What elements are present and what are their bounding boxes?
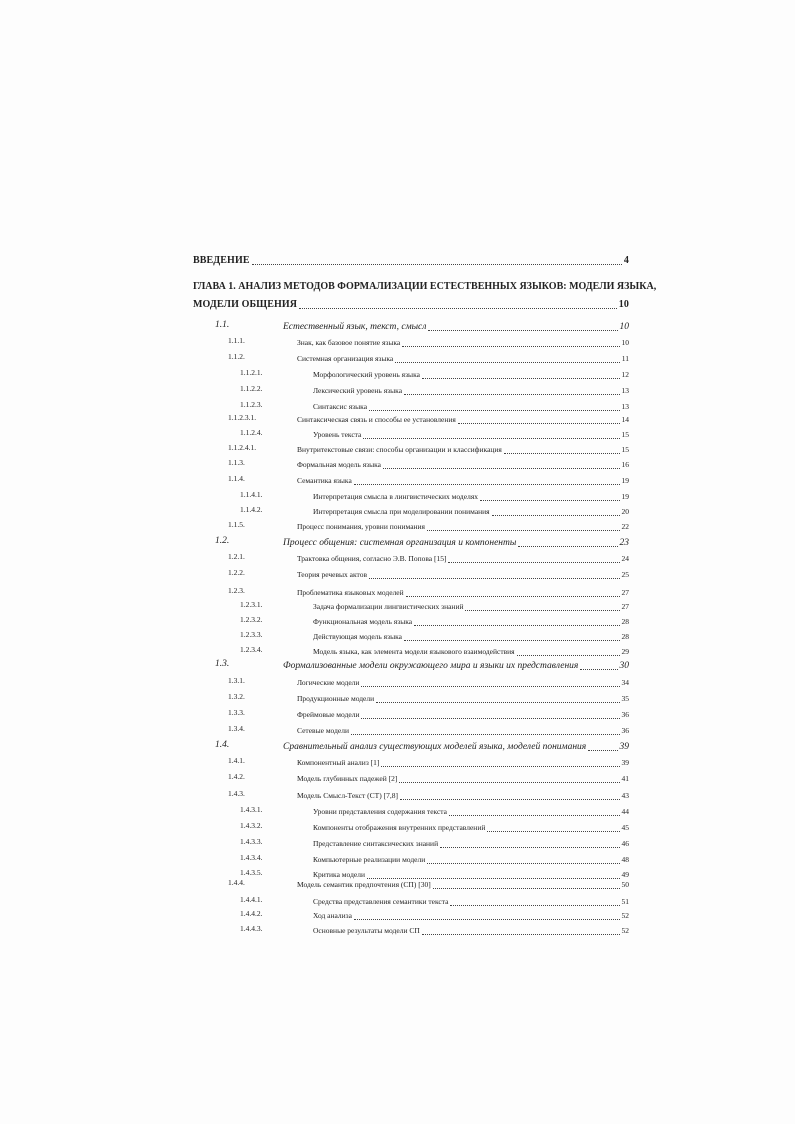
dot-leader [381,766,619,767]
dot-leader [422,378,620,379]
toc-entry-page: 27 [621,588,629,597]
toc-entry-title: Действующая модель языка [313,632,402,641]
toc-chapter1-title: МОДЕЛИ ОБЩЕНИЯ [193,299,298,310]
dot-leader [450,905,619,906]
toc-chapter1 [193,298,629,312]
dot-leader [404,640,620,641]
toc-entry-title: Естественный язык, текст, смысл [283,322,427,332]
toc-entry-line [297,586,629,600]
toc-entry-line [297,724,629,738]
dot-leader [400,799,620,800]
dot-leader [369,578,619,579]
toc-entry-number: 1.1.2.4.1. [228,443,257,452]
toc-entry-line [313,384,629,398]
toc-entry-page: 44 [621,807,629,816]
toc-entry-number: 1.1.4. [228,474,245,483]
toc-entry-page: 15 [621,445,629,454]
dot-leader [465,610,619,611]
toc-entry-title: Основные результаты модели СП [313,926,420,935]
toc-entry-title: Компоненты отображения внутренних представлений [313,823,486,832]
toc-entry-number: 1.1.2.2. [240,384,263,393]
toc-entry-title: Средства представления семантики текста [313,897,449,906]
dot-leader [399,782,619,783]
toc-entry-page: 49 [621,870,629,879]
dot-leader [395,362,620,363]
dot-leader [406,596,620,597]
toc-entry-line [297,352,629,366]
toc-entry-line [297,443,629,457]
toc-entry-number: 1.3.4. [228,724,245,733]
toc-entry-page: 52 [621,926,629,935]
toc-entry-title: Функциональная модель языка [313,617,413,626]
dot-leader [428,330,617,331]
toc-entry-line [283,536,629,550]
toc-entry-line [313,805,629,819]
toc-entry-title: Интерпретация смысла при моделировании понимания [313,507,490,516]
toc-entry-number: 1.1. [215,320,230,330]
toc-entry-title: Теория речевых актов [297,570,368,579]
toc-entry-page: 39 [619,742,629,752]
toc-entry-line [297,520,629,534]
toc-entry-line [297,756,629,770]
dot-leader [440,847,619,848]
toc-entry-title: Интерпретация смысла в лингвистических моделях [313,492,479,501]
toc-entry-line [283,320,629,334]
toc-entry-number: 1.2. [215,536,230,546]
toc-entry-title: Формализованные модели окружающего мира и языки их представления [283,661,579,671]
toc-entry-title: Ход анализа [313,911,352,920]
toc-entry-title: Уровни представления содержания текста [313,807,448,816]
toc-entry-title: Лексический уровень языка [313,386,403,395]
toc-entry-line [313,490,629,504]
toc-entry-number: 1.4.3.5. [240,868,263,877]
toc-entry-line [313,600,629,614]
toc-entry-title: Представление синтаксических знаний [313,839,439,848]
toc-entry-title: Знак, как базовое понятие языка [297,338,401,347]
dot-leader [433,888,620,889]
toc-entry-page: 11 [621,354,629,363]
toc-entry-line [313,821,629,835]
toc-entry-number: 1.4.3.2. [240,821,263,830]
toc-entry-number: 1.1.2.3. [240,400,263,409]
dot-leader [383,468,619,469]
dot-leader [404,394,619,395]
toc-entry-number: 1.1.2.1. [240,368,263,377]
toc-entry-number: 1.4.2. [228,772,245,781]
toc-entry-page: 52 [621,911,629,920]
toc-entry-number: 1.4. [215,740,230,750]
dot-leader [487,831,619,832]
toc-entry-line [297,676,629,690]
toc-entry-number: 1.4.4.3. [240,924,263,933]
toc-intro-title: ВВЕДЕНИЕ [193,255,250,266]
toc-entry-line [313,428,629,442]
toc-entry-number: 1.2.3.4. [240,645,263,654]
toc-entry-number: 1.1.1. [228,336,245,345]
toc-entry-line [297,708,629,722]
dot-leader [422,934,620,935]
toc-entry-title: Логические модели [297,678,360,687]
toc-entry-line [283,659,629,673]
toc-entry-page: 51 [621,897,629,906]
toc-entry-line [297,552,629,566]
toc-entry-title: Системная организация языка [297,354,394,363]
toc-entry-number: 1.4.4.1. [240,895,263,904]
toc-entry-number: 1.3.3. [228,708,245,717]
dot-leader [354,919,620,920]
toc-entry-number: 1.3.2. [228,692,245,701]
toc-entry-page: 36 [621,726,629,735]
toc-entry-page: 28 [621,617,629,626]
toc-entry-line [313,853,629,867]
toc-chapter1-line1: ГЛАВА 1. АНАЛИЗ МЕТОДОВ ФОРМАЛИЗАЦИИ ЕСТЕСТВЕННЫХ ЯЗЫКОВ: МОДЕЛИ ЯЗЫКА, [193,281,657,292]
toc-entry-line [313,505,629,519]
toc-entry-page: 39 [621,758,629,767]
toc-entry-page: 19 [621,476,629,485]
toc-entry-line [297,458,629,472]
toc-entry-title: Модель языка, как элемента модели языкового взаимодействия [313,647,515,656]
toc-entry-page: 29 [621,647,629,656]
toc-entry-line [297,336,629,350]
toc-entry-page: 45 [621,823,629,832]
toc-entry-page: 48 [621,855,629,864]
toc-entry-title: Синтаксис языка [313,402,368,411]
toc-entry-number: 1.3. [215,659,230,669]
toc-entry-page: 10 [619,322,629,332]
toc-entry-line [313,368,629,382]
dot-leader [363,438,619,439]
toc-entry-title: Семантика языка [297,476,352,485]
toc-entry-line [313,924,629,938]
toc-entry-number: 1.4.4. [228,878,245,887]
toc-entry-title: Процесс общения: системная организация и компоненты [283,538,517,548]
dot-leader [448,562,619,563]
toc-entry-page: 35 [621,694,629,703]
toc-entry-page: 13 [621,386,629,395]
toc-entry-title: Сетевые модели [297,726,349,735]
toc-entry-number: 1.4.3. [228,789,245,798]
toc-entry-title: Модель глубинных падежей [2] [297,774,398,783]
toc-entry-number: 1.1.3. [228,458,245,467]
toc-entry-title: Проблематика языковых моделей [297,588,404,597]
dot-leader [518,546,617,547]
toc-entry-page: 25 [621,570,629,579]
toc-entry-page: 15 [621,430,629,439]
dot-leader [517,655,620,656]
toc-entry-number: 1.4.3.1. [240,805,263,814]
dot-leader [427,863,619,864]
toc-entry-title: Критика модели [313,870,365,879]
toc-entry-page: 34 [621,678,629,687]
toc-entry-page: 10 [621,338,629,347]
toc-entry-number: 1.2.3.3. [240,630,263,639]
toc-entry-line [297,789,629,803]
toc-entry-page: 50 [621,880,629,889]
toc-entry-number: 1.4.3.3. [240,837,263,846]
dot-leader [361,686,619,687]
toc-entry-title: Процесс понимания, уровни понимания [297,522,426,531]
toc-entry-page: 13 [621,402,629,411]
toc-entry-line [313,895,629,909]
toc-entry-line [313,909,629,923]
dot-leader [480,500,619,501]
toc-entry-number: 1.4.3.4. [240,853,263,862]
toc-entry-number: 1.1.2.3.1. [228,413,257,422]
toc-entry-number: 1.1.2. [228,352,245,361]
toc-entry-line [313,615,629,629]
toc-intro-page: 4 [623,255,629,266]
toc-entry-title: Задача формализации лингвистических знаний [313,602,464,611]
toc-entry-number: 1.2.2. [228,568,245,577]
toc-entry-title: Фреймовые модели [297,710,360,719]
toc-entry-title: Морфологический уровень языка [313,370,420,379]
dot-leader [361,718,619,719]
toc-entry-line [283,740,629,754]
dot-leader [492,515,620,516]
toc-entry-number: 1.1.4.1. [240,490,263,499]
toc-entry-page: 20 [621,507,629,516]
dot-leader [588,750,617,751]
toc-entry-page: 14 [621,415,629,424]
toc-entry-line [313,837,629,851]
toc-entry-page: 19 [621,492,629,501]
toc-entry-title: Синтаксическая связь и способы ее установления [297,415,456,424]
toc-entry-title: Модель Смысл-Текст (СТ) [7,8] [297,791,398,800]
toc-entry-page: 27 [621,602,629,611]
dot-leader [252,264,622,265]
toc-entry-line [297,474,629,488]
toc-entry-number: 1.1.4.2. [240,505,263,514]
dot-leader [369,410,619,411]
toc-entry-number: 1.2.3.1. [240,600,263,609]
toc-entry-number: 1.2.1. [228,552,245,561]
toc-entry-line [297,878,629,892]
toc-entry-title: Компьютерные реализации модели [313,855,426,864]
toc-entry-number: 1.2.3. [228,586,245,595]
toc-entry-page: 43 [621,791,629,800]
dot-leader [414,625,619,626]
dot-leader [351,734,620,735]
toc-entry-number: 1.1.2.4. [240,428,263,437]
toc-entry-number: 1.3.1. [228,676,245,685]
dot-leader [449,815,619,816]
toc-entry-title: Сравнительный анализ существующих моделей языка, моделей понимания [283,742,587,752]
dot-leader [376,702,619,703]
toc-entry-number: 1.4.4.2. [240,909,263,918]
dot-leader [354,484,620,485]
dot-leader [504,453,620,454]
toc-entry-line [313,630,629,644]
toc-entry-line [313,400,629,414]
toc-entry-line [297,772,629,786]
toc-entry-number: 1.2.3.2. [240,615,263,624]
toc-chapter1-page: 10 [618,299,629,310]
toc-entry-page: 30 [619,661,629,671]
toc-entry-number: 1.1.5. [228,520,245,529]
toc-entry-number: 1.4.1. [228,756,245,765]
toc-entry-title: Модель семантик предпочтения (СП) [30] [297,880,431,889]
dot-leader [299,308,617,309]
toc-entry-line [297,413,629,427]
toc-entry-title: Формальная модель языка [297,460,382,469]
toc-entry-title: Компонентный анализ [1] [297,758,380,767]
dot-leader [427,530,619,531]
toc-entry-line [297,568,629,582]
toc-entry-line [313,645,629,659]
toc-entry-page: 36 [621,710,629,719]
toc-entry-title: Уровень текста [313,430,362,439]
toc-entry-page: 41 [621,774,629,783]
toc-intro [193,254,629,268]
toc-entry-page: 16 [621,460,629,469]
toc-entry-title: Внутритекстовые связи: способы организации и классификация [297,445,502,454]
toc-entry-title: Трактовка общения, согласно Э.В. Попова [15] [297,554,447,563]
toc-entry-page: 24 [621,554,629,563]
toc-entry-page: 22 [621,522,629,531]
toc-entry-title: Продукционные модели [297,694,375,703]
toc-entry-page: 23 [619,538,629,548]
toc-entry-page: 28 [621,632,629,641]
dot-leader [458,423,620,424]
toc-entry-page: 46 [621,839,629,848]
toc-entry-page: 12 [621,370,629,379]
dot-leader [402,346,619,347]
toc-entry-line [297,692,629,706]
dot-leader [580,669,617,670]
